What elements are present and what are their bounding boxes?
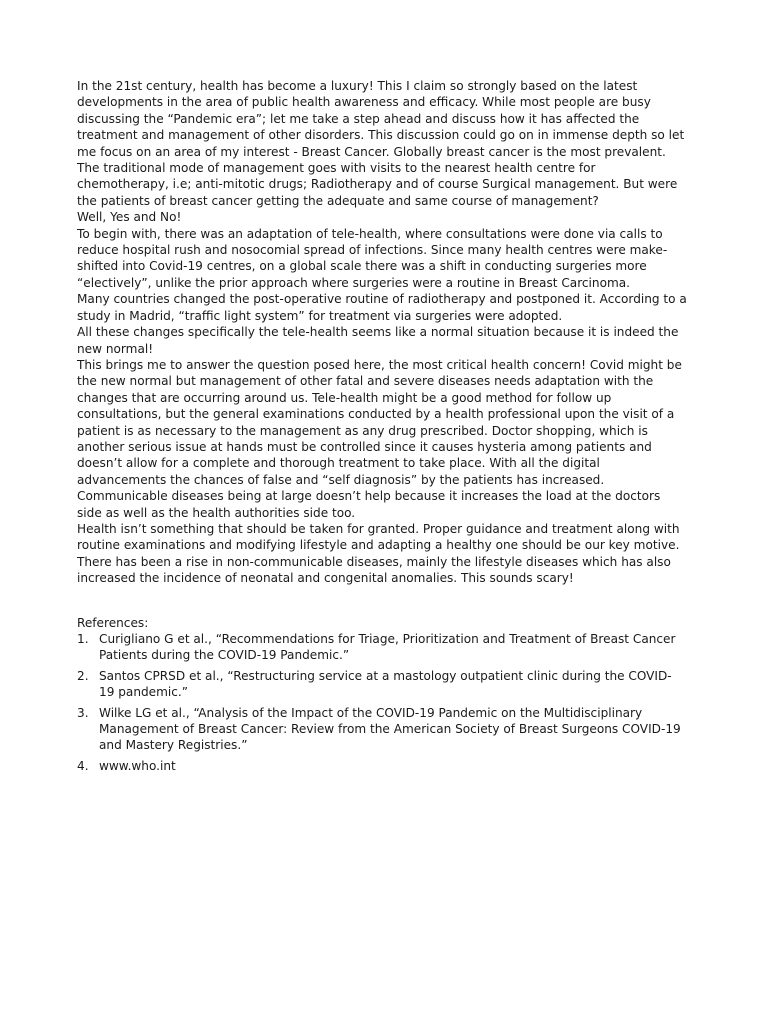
reference-number: 3. xyxy=(77,705,89,720)
reference-link[interactable]: www.who.int xyxy=(99,758,176,773)
reference-text: Wilke LG et al., “Analysis of the Impact of the COVID-19 Pandemic on the Multidisciplinary Management of Breast Cancer: Review from the American Society of Breast Surgeons COVID-19 and Mastery Registries.” xyxy=(99,705,681,753)
reference-number: 2. xyxy=(77,668,89,683)
reference-item xyxy=(77,631,687,664)
references-heading: References: xyxy=(77,615,149,630)
reference-number: 1. xyxy=(77,632,89,646)
references-list xyxy=(77,631,687,774)
paragraph-tele-health: To begin with, there was an adaptation of tele-health, where consultations were done via calls to reduce hospital rush and nosocomial spread of infections. Since many health centres were make- shifted into Covid-19 centres, on a global scale there was a shift in conducting surgeries more “electively”, unlike the prior approach where surgeries were a routine in Breast Carcinoma. xyxy=(77,226,668,290)
document-page xyxy=(77,78,687,778)
paragraph-new-normal: All these changes specifically the tele-health seems like a normal situation because it is indeed the new normal! xyxy=(77,325,679,356)
paragraph-radiotherapy: Many countries changed the post-operative routine of radiotherapy and postponed it. According to a study in Madrid, “traffic light system” for treatment via surgeries were adopted. xyxy=(77,292,687,323)
reference-text: Curigliano G et al., “Recommendations for Triage, Prioritization and Treatment of Breast Cancer Patients during the COVID-19 Pandemic.” xyxy=(99,632,676,663)
reference-item xyxy=(77,705,687,754)
paragraph-traditional-management: The traditional mode of management goes with visits to the nearest health centre for chemotherapy, i.e; anti-mitotic drugs; Radiotherapy and of course Surgical management. But were the patients of breast cancer getting the adequate and same course of management? xyxy=(77,161,678,208)
paragraph-yes-and-no: Well, Yes and No! xyxy=(77,210,182,225)
references-section xyxy=(77,615,687,775)
paragraph-conclusion: Health isn’t something that should be taken for granted. Proper guidance and treatment along with routine examinations and modifying lifestyle and adapting a healthy one should be our key motive. There has been a rise in non-communicable diseases, mainly the lifestyle diseases which has also increased the incidence of neonatal and congenital anomalies. This sounds scary! xyxy=(77,521,680,586)
essay-body xyxy=(77,78,687,587)
paragraph-intro: In the 21st century, health has become a luxury! This I claim so strongly based on the latest developments in the area of public health awareness and efficacy. While most people are busy discussing the “Pandemic era”; let me take a step ahead and discuss how it has affected the treatment and management of other disorders. This discussion could go on in immense depth so let me focus on an area of my interest - Breast Cancer. Globally breast cancer is the most prevalent. xyxy=(77,79,685,159)
reference-item xyxy=(77,758,687,774)
reference-text: Santos CPRSD et al., “Restructuring service at a mastology outpatient clinic during the COVID-19 pandemic.” xyxy=(99,668,672,700)
reference-item xyxy=(77,668,687,701)
paragraph-critical-concern: This brings me to answer the question posed here, the most critical health concern! Covid might be the new normal but management of other fatal and severe diseases needs adaptation with the changes that are occurring around us. Tele-health might be a good method for follow up consultations, but the general examinations conducted by a health professional upon the visit of a patient is as necessary to the management as any drug prescribed. Doctor shopping, which is another serious issue at hands must be controlled since it causes hysteria among patients and doesn’t allow for a complete and thorough treatment to take place. With all the digital advancements the chances of false and “self diagnosis” by the patients has increased. Communicable diseases being at large doesn’t help because it increases the load at the doctors side as well as the health authorities side too. xyxy=(77,357,682,520)
reference-number: 4. xyxy=(77,758,89,773)
